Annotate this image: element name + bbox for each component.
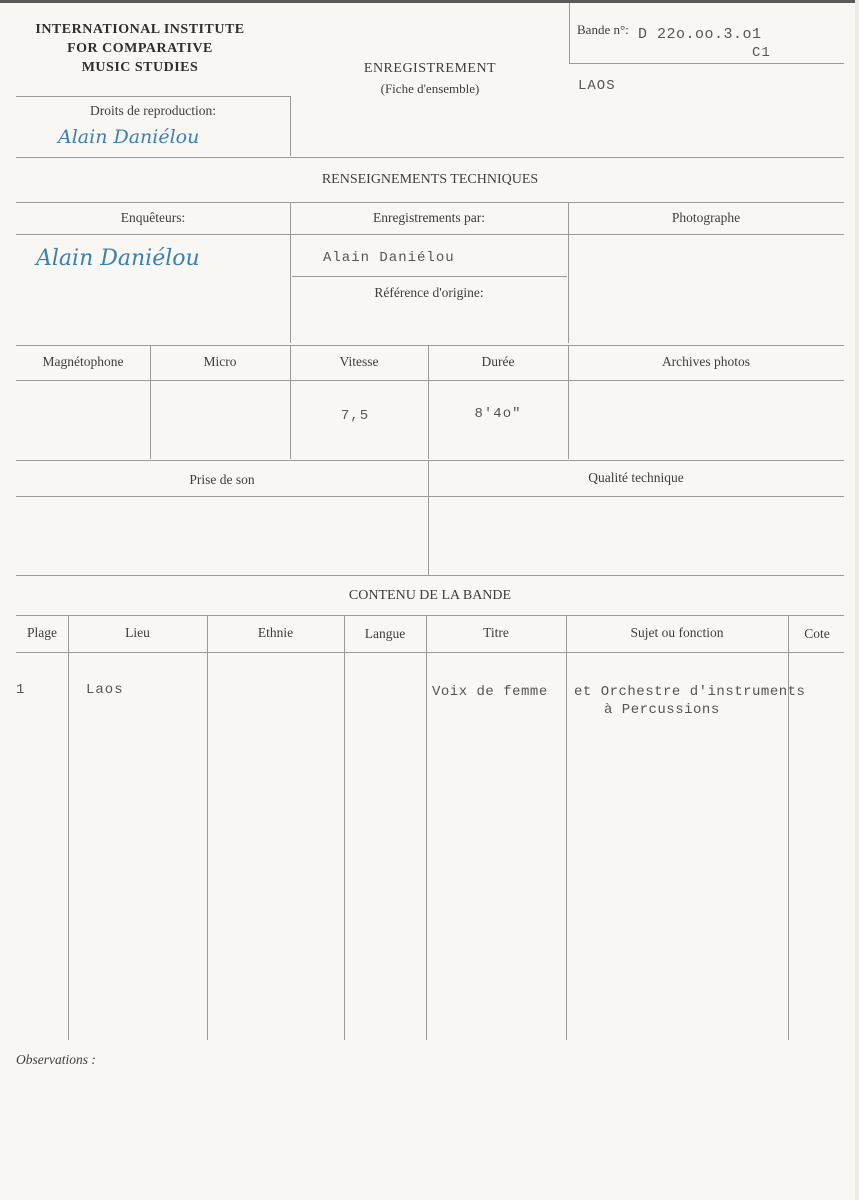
contents-col-3 — [344, 615, 345, 1040]
speed-value: 7,5 — [340, 408, 370, 424]
form-title: ENREGISTREMENT — [363, 61, 497, 76]
tape-sub-value: C1 — [752, 45, 771, 61]
col-header-cote: Cote — [804, 626, 830, 641]
row-titre: Voix de femme — [432, 684, 548, 700]
row-sujet-line-2: à Percussions — [604, 702, 720, 718]
rights-box-top — [16, 96, 291, 97]
tape-number-label: Bande n°: — [577, 22, 629, 37]
tape-number-value: D 22o.oo.3.o1 — [638, 26, 762, 43]
photo-archives-label: Archives photos — [661, 354, 751, 369]
rights-signature: Alain Daniélou — [58, 126, 200, 148]
sound-header-top — [16, 460, 844, 461]
contents-col-1 — [68, 615, 69, 1040]
country-value: LAOS — [578, 78, 616, 94]
rights-box-right — [290, 96, 291, 156]
tech-header-bottom — [16, 234, 844, 235]
technical-quality-label: Qualité technique — [588, 470, 684, 485]
contents-col-2 — [207, 615, 208, 1040]
speed-label: Vitesse — [339, 354, 379, 369]
tape-box-left — [569, 3, 570, 63]
contents-col-6 — [788, 615, 789, 1040]
contents-col-4 — [426, 615, 427, 1040]
top-edge — [0, 0, 859, 3]
contents-header-bottom — [16, 652, 844, 653]
original-ref-rule — [292, 276, 567, 277]
institute-line-1: INTERNATIONAL INSTITUTE — [35, 22, 245, 37]
contents-col-5 — [566, 615, 567, 1040]
tech-section-title: RENSEIGNEMENTS TECHNIQUES — [321, 172, 539, 187]
investigators-label: Enquêteurs: — [120, 210, 186, 225]
recorded-by-label: Enregistrements par: — [372, 210, 486, 225]
col-header-ethnie: Ethnie — [257, 625, 294, 640]
duration-value: 8'4o" — [474, 406, 522, 422]
contents-header-top — [16, 615, 844, 616]
micro-label: Micro — [203, 354, 237, 369]
institute-name — [10, 20, 270, 77]
form-subtitle: (Fiche d'ensemble) — [380, 81, 480, 96]
sound-header-bottom — [16, 496, 844, 497]
sound-section-bottom — [16, 575, 844, 576]
original-ref-label: Référence d'origine: — [374, 285, 484, 300]
col-header-plage: Plage — [27, 625, 57, 640]
row-sujet-line-1: et Orchestre d'instruments — [574, 684, 806, 700]
photographer-label: Photographe — [671, 210, 741, 225]
institute-line-3: MUSIC STUDIES — [81, 60, 199, 75]
duration-label: Durée — [481, 354, 515, 369]
rights-label: Droits de reproduction: — [90, 103, 216, 118]
col-header-titre: Titre — [483, 625, 509, 640]
tech-section-top — [16, 157, 844, 158]
tape-box-bottom — [569, 63, 844, 64]
contents-section-title: CONTENU DE LA BANDE — [348, 588, 512, 603]
right-edge — [855, 0, 859, 1200]
recorded-by-value: Alain Daniélou — [323, 250, 455, 266]
col-header-lieu: Lieu — [125, 625, 150, 640]
equip-header-top — [16, 345, 844, 346]
sound-capture-label: Prise de son — [189, 472, 255, 487]
investigators-signature: Alain Daniélou — [36, 246, 200, 271]
equip-header-bottom — [16, 380, 844, 381]
institute-line-2: FOR COMPARATIVE — [67, 41, 213, 56]
row-lieu: Laos — [86, 682, 124, 698]
row-plage: 1 — [16, 682, 26, 698]
tech-header-top — [16, 202, 844, 203]
tape-recorder-label: Magnétophone — [42, 354, 124, 369]
col-header-langue: Langue — [364, 626, 406, 641]
observations-label: Observations : — [16, 1052, 96, 1067]
col-header-sujet: Sujet ou fonction — [630, 625, 724, 640]
